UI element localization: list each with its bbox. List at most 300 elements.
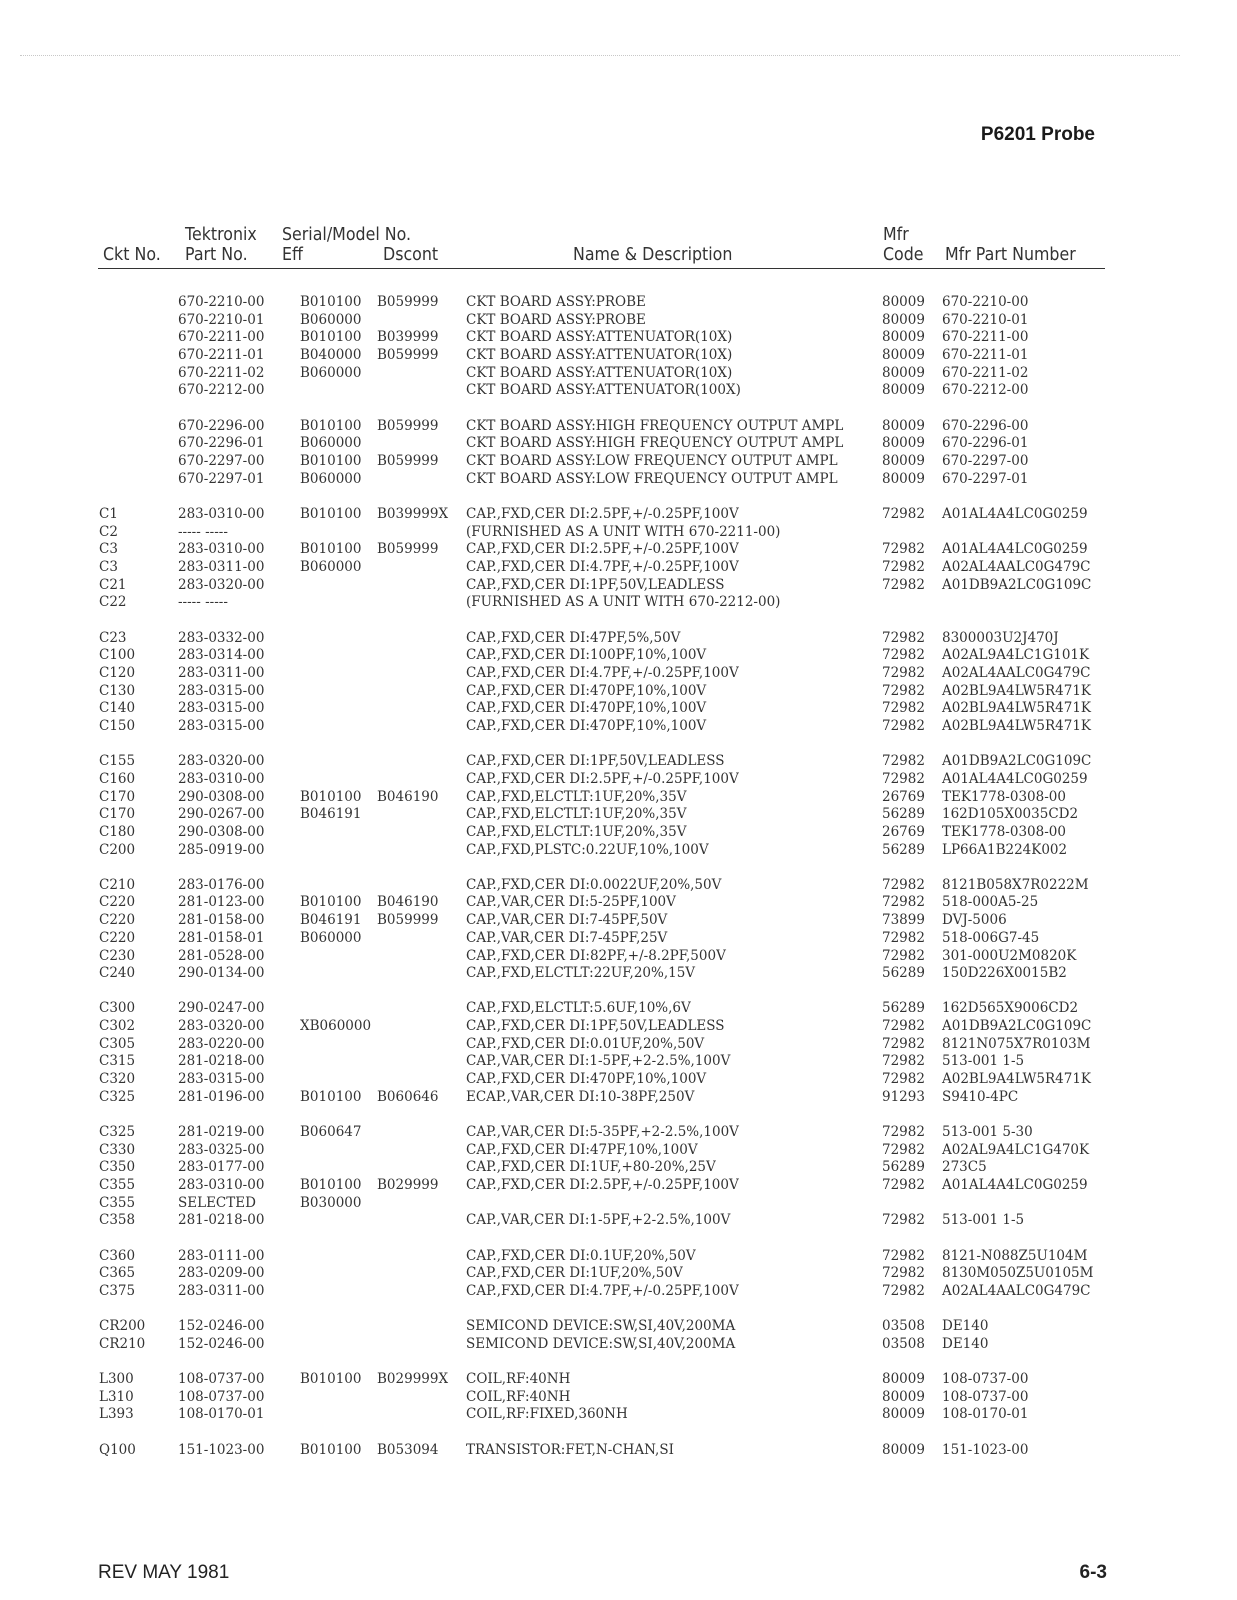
part-number: 283-0310-00: [178, 505, 265, 522]
ckt-number: C230: [99, 947, 136, 964]
part-number: 281-0528-00: [178, 947, 265, 964]
serial-eff: XB060000: [300, 1018, 372, 1035]
serial-eff: B010100: [300, 1441, 362, 1458]
header-rule: [98, 268, 1105, 269]
table-row: [0, 541, 1237, 559]
mfr-part-number: A01AL4A4LC0G0259: [942, 1177, 1088, 1194]
ckt-number: C3: [99, 541, 118, 558]
table-row: [0, 1124, 1237, 1142]
part-number: 290-0308-00: [178, 823, 265, 840]
mfr-part-number: A02AL9A4LC1G101K: [942, 647, 1090, 664]
table-row: [0, 435, 1237, 453]
mfr-part-number: TEK1778-0308-00: [942, 823, 1066, 840]
table-row: [0, 683, 1237, 701]
ckt-number: C325: [99, 1088, 136, 1105]
part-description: CAP.,FXD,CER DI:1UF,20%,50V: [466, 1265, 683, 1282]
part-number: 281-0196-00: [178, 1088, 265, 1105]
part-number: 670-2212-00: [178, 382, 265, 399]
table-row: [0, 1442, 1237, 1460]
serial-eff: B060000: [300, 364, 362, 381]
part-description: CAP.,FXD,CER DI:2.5PF,+/-0.25PF,100V: [466, 1177, 739, 1194]
part-description: CKT BOARD ASSY:LOW FREQUENCY OUTPUT AMPL: [466, 470, 838, 487]
serial-eff: B060647: [300, 1124, 362, 1140]
part-description: CAP.,VAR,CER DI:5-25PF,100V: [466, 894, 676, 911]
part-number: 108-0737-00: [178, 1371, 265, 1388]
table-row: [0, 1071, 1237, 1089]
mfr-code: 72982: [882, 1071, 925, 1088]
ckt-number: C365: [99, 1265, 136, 1282]
col-mpn-header: Mfr Part Number: [945, 244, 1076, 265]
table-row: [0, 930, 1237, 948]
ckt-number: C300: [99, 1000, 136, 1017]
serial-eff: B060000: [300, 558, 362, 575]
ckt-number: C21: [99, 576, 127, 593]
part-description: CAP.,VAR,CER DI:7-45PF,50V: [466, 912, 668, 929]
table-row: [0, 524, 1237, 542]
table-row: [0, 894, 1237, 912]
part-number: 670-2296-00: [178, 417, 265, 434]
mfr-code: 56289: [882, 841, 925, 858]
col-tektronix-label: Tektronix: [185, 224, 257, 245]
serial-dscont: B060646: [377, 1088, 439, 1105]
table-row: [0, 1177, 1237, 1195]
table-row: [0, 1389, 1237, 1407]
part-description: CAP.,FXD,CER DI:2.5PF,+/-0.25PF,100V: [466, 770, 739, 787]
mfr-code: 80009: [882, 311, 925, 328]
ckt-number: C315: [99, 1053, 136, 1070]
part-number: 670-2210-01: [178, 311, 265, 328]
table-row: [0, 1283, 1237, 1301]
table-row: [0, 365, 1237, 383]
part-number: ----- -----: [178, 523, 228, 540]
col-code-header: Code: [883, 244, 924, 265]
serial-dscont: B059999: [377, 453, 439, 469]
ckt-number: C170: [99, 806, 136, 823]
table-row: [0, 506, 1237, 524]
part-number: 283-0310-00: [178, 770, 265, 787]
col-serial-label: Serial/Model No.: [282, 224, 412, 245]
serial-dscont: B029999X: [377, 1371, 449, 1388]
part-description: CKT BOARD ASSY:ATTENUATOR(10X): [466, 347, 733, 364]
serial-dscont: B039999: [377, 329, 439, 346]
ckt-number: L310: [99, 1388, 134, 1405]
mfr-code: 03508: [882, 1335, 925, 1352]
table-row: [0, 347, 1237, 365]
part-description: ECAP.,VAR,CER DI:10-38PF,250V: [466, 1088, 695, 1105]
mfr-part-number: 670-2296-00: [942, 417, 1029, 434]
ckt-number: C170: [99, 788, 136, 805]
mfr-part-number: S9410-4PC: [942, 1088, 1019, 1105]
table-row: [0, 771, 1237, 789]
table-row: [0, 1371, 1237, 1389]
mfr-code: 72982: [882, 1035, 925, 1052]
ckt-number: C220: [99, 894, 136, 911]
mfr-part-number: 8130M050Z5U0105M: [942, 1265, 1094, 1282]
mfr-code: 80009: [882, 470, 925, 487]
mfr-code: 80009: [882, 435, 925, 452]
ckt-number: C130: [99, 682, 136, 699]
serial-eff: B060000: [300, 435, 362, 452]
part-number: 281-0218-00: [178, 1053, 265, 1070]
part-number: 670-2211-02: [178, 364, 265, 381]
serial-eff: B010100: [300, 294, 362, 310]
table-row: [0, 594, 1237, 612]
mfr-code: 72982: [882, 682, 925, 699]
serial-eff: B060000: [300, 311, 362, 328]
part-description: CKT BOARD ASSY:ATTENUATOR(100X): [466, 382, 741, 399]
table-row: [0, 312, 1237, 330]
part-description: SEMICOND DEVICE:SW,SI,40V,200MA: [466, 1318, 736, 1335]
mfr-code: 72982: [882, 947, 925, 964]
table-row: [0, 453, 1237, 471]
part-number: 281-0218-00: [178, 1212, 265, 1229]
mfr-part-number: 670-2210-01: [942, 311, 1029, 328]
serial-eff: B010100: [300, 505, 362, 522]
part-number: 283-0315-00: [178, 717, 265, 734]
table-row: [0, 1406, 1237, 1424]
ckt-number: C240: [99, 965, 136, 982]
mfr-part-number: A02BL9A4LW5R471K: [942, 1071, 1092, 1088]
mfr-code: 72982: [882, 1053, 925, 1070]
serial-dscont: B059999: [377, 294, 439, 310]
part-number: 152-0246-00: [178, 1318, 265, 1335]
part-description: CAP.,FXD,ELCTLT:1UF,20%,35V: [466, 788, 687, 805]
mfr-part-number: 8121-N088Z5U104M: [942, 1247, 1088, 1264]
part-description: CAP.,FXD,CER DI:1UF,+80-20%,25V: [466, 1159, 716, 1176]
mfr-part-number: LP66A1B224K002: [942, 841, 1068, 858]
ckt-number: L393: [99, 1406, 134, 1423]
part-number: 108-0170-01: [178, 1406, 265, 1423]
mfr-part-number: A01DB9A2LC0G109C: [942, 753, 1092, 770]
table-row: [0, 1089, 1237, 1107]
part-description: CAP.,FXD,CER DI:47PF,5%,50V: [466, 629, 681, 646]
ckt-number: C350: [99, 1159, 136, 1176]
mfr-part-number: DE140: [942, 1335, 989, 1352]
serial-eff: B040000: [300, 347, 362, 364]
ckt-number: C2: [99, 523, 118, 540]
mfr-code: 80009: [882, 294, 925, 310]
mfr-code: 56289: [882, 965, 925, 982]
ckt-number: C140: [99, 700, 136, 717]
mfr-code: 72982: [882, 558, 925, 575]
part-description: CAP.,FXD,CER DI:82PF,+/-8.2PF,500V: [466, 947, 726, 964]
table-row: [0, 329, 1237, 347]
part-description: TRANSISTOR:FET,N-CHAN,SI: [466, 1441, 674, 1458]
ckt-number: C1: [99, 505, 118, 522]
table-row: [0, 718, 1237, 736]
table-row: [0, 1336, 1237, 1354]
part-number: 283-0176-00: [178, 876, 265, 893]
part-description: CAP.,FXD,CER DI:47PF,10%,100V: [466, 1141, 698, 1158]
mfr-code: 80009: [882, 364, 925, 381]
mfr-code: 72982: [882, 1124, 925, 1140]
ckt-number: C220: [99, 929, 136, 946]
serial-eff: B060000: [300, 470, 362, 487]
col-part-header: Part No.: [185, 244, 248, 265]
part-description: CAP.,FXD,CER DI:470PF,10%,100V: [466, 682, 707, 699]
serial-dscont: B059999: [377, 347, 439, 364]
part-number: 290-0308-00: [178, 788, 265, 805]
ckt-number: C23: [99, 629, 127, 646]
table-row: [0, 1195, 1237, 1213]
mfr-code: 72982: [882, 505, 925, 522]
mfr-code: 72982: [882, 770, 925, 787]
mfr-part-number: 8121B058X7R0222M: [942, 876, 1089, 893]
mfr-code: 80009: [882, 417, 925, 434]
part-number: 281-0158-01: [178, 929, 265, 946]
mfr-code: 72982: [882, 576, 925, 593]
mfr-code: 91293: [882, 1088, 925, 1105]
table-row: [0, 1265, 1237, 1283]
part-number: 283-0325-00: [178, 1141, 265, 1158]
part-description: COIL,RF:FIXED,360NH: [466, 1406, 628, 1423]
mfr-part-number: 670-2212-00: [942, 382, 1029, 399]
table-row: [0, 382, 1237, 400]
mfr-part-number: A01DB9A2LC0G109C: [942, 1018, 1092, 1035]
part-description: COIL,RF:40NH: [466, 1371, 571, 1388]
mfr-code: 72982: [882, 647, 925, 664]
page-number: 6-3: [1079, 1562, 1107, 1583]
part-number: 283-0320-00: [178, 753, 265, 770]
mfr-part-number: 150D226X0015B2: [942, 965, 1067, 982]
table-row: [0, 789, 1237, 807]
part-number: 290-0267-00: [178, 806, 265, 823]
mfr-part-number: 513-001 1-5: [942, 1053, 1025, 1070]
mfr-part-number: 301-000U2M0820K: [942, 947, 1077, 964]
table-row: [0, 630, 1237, 648]
part-number: 670-2210-00: [178, 294, 265, 310]
col-ckt-header: Ckt No.: [103, 244, 161, 265]
part-number: 283-0177-00: [178, 1159, 265, 1176]
part-description: CAP.,FXD,ELCTLT:5.6UF,10%,6V: [466, 1000, 691, 1017]
table-row: [0, 912, 1237, 930]
ckt-number: C355: [99, 1177, 136, 1194]
serial-dscont: B059999: [377, 912, 439, 929]
mfr-code: 56289: [882, 806, 925, 823]
part-number: 670-2297-00: [178, 453, 265, 469]
ckt-number: C120: [99, 664, 136, 681]
mfr-code: 72982: [882, 1141, 925, 1158]
mfr-part-number: TEK1778-0308-00: [942, 788, 1066, 805]
serial-dscont: B059999: [377, 541, 439, 558]
table-row: [0, 1142, 1237, 1160]
mfr-code: 72982: [882, 541, 925, 558]
mfr-part-number: 108-0737-00: [942, 1371, 1029, 1388]
table-row: [0, 577, 1237, 595]
serial-eff: B010100: [300, 453, 362, 469]
mfr-code: 26769: [882, 823, 925, 840]
ckt-number: C355: [99, 1194, 136, 1211]
part-number: 670-2211-00: [178, 329, 265, 346]
mfr-code: 72982: [882, 876, 925, 893]
part-number: 283-0311-00: [178, 664, 265, 681]
mfr-part-number: 518-000A5-25: [942, 894, 1039, 911]
serial-dscont: B029999: [377, 1177, 439, 1194]
serial-dscont: B046190: [377, 788, 439, 805]
part-description: CAP.,FXD,CER DI:2.5PF,+/-0.25PF,100V: [466, 541, 739, 558]
part-number: 283-0332-00: [178, 629, 265, 646]
ckt-number: C358: [99, 1212, 136, 1229]
page-title: P6201 Probe: [980, 124, 1095, 145]
serial-eff: B010100: [300, 788, 362, 805]
part-description: CAP.,FXD,CER DI:0.0022UF,20%,50V: [466, 876, 722, 893]
table-row: [0, 1018, 1237, 1036]
part-number: 283-0209-00: [178, 1265, 265, 1282]
part-description: CKT BOARD ASSY:HIGH FREQUENCY OUTPUT AMPL: [466, 435, 844, 452]
part-description: COIL,RF:40NH: [466, 1388, 571, 1405]
mfr-part-number: 670-2296-01: [942, 435, 1029, 452]
part-description: CAP.,FXD,CER DI:2.5PF,+/-0.25PF,100V: [466, 505, 739, 522]
table-row: [0, 753, 1237, 771]
mfr-code: 72982: [882, 700, 925, 717]
mfr-part-number: 670-2211-00: [942, 329, 1029, 346]
part-description: CAP.,FXD,ELCTLT:1UF,20%,35V: [466, 823, 687, 840]
mfr-code: 72982: [882, 1212, 925, 1229]
top-dotted-rule: [20, 55, 1180, 56]
mfr-part-number: DVJ-5006: [942, 912, 1007, 929]
table-row: [0, 806, 1237, 824]
ckt-number: L300: [99, 1371, 134, 1388]
ckt-number: C210: [99, 876, 136, 893]
part-description: CKT BOARD ASSY:ATTENUATOR(10X): [466, 329, 733, 346]
mfr-part-number: 162D565X9006CD2: [942, 1000, 1079, 1017]
col-eff-header: Eff: [282, 244, 303, 265]
part-description: CAP.,FXD,PLSTC:0.22UF,10%,100V: [466, 841, 709, 858]
ckt-number: C160: [99, 770, 136, 787]
part-number: 281-0219-00: [178, 1124, 265, 1140]
mfr-code: 72982: [882, 1265, 925, 1282]
part-description: CAP.,VAR,CER DI:1-5PF,+2-2.5%,100V: [466, 1212, 731, 1229]
part-number: 290-0134-00: [178, 965, 265, 982]
mfr-code: 03508: [882, 1318, 925, 1335]
part-description: CKT BOARD ASSY:PROBE: [466, 311, 646, 328]
table-row: [0, 700, 1237, 718]
table-row: [0, 294, 1237, 312]
serial-eff: B010100: [300, 1371, 362, 1388]
serial-eff: B046191: [300, 912, 362, 929]
ckt-number: C375: [99, 1283, 136, 1299]
part-number: 283-0311-00: [178, 1283, 265, 1299]
part-number: 152-0246-00: [178, 1335, 265, 1352]
part-description: CAP.,VAR,CER DI:7-45PF,25V: [466, 929, 668, 946]
mfr-code: 56289: [882, 1159, 925, 1176]
part-number: ----- -----: [178, 594, 228, 611]
table-row: [0, 965, 1237, 983]
mfr-code: 80009: [882, 1371, 925, 1388]
part-description: CAP.,FXD,CER DI:1PF,50V,LEADLESS: [466, 1018, 725, 1035]
table-row: [0, 948, 1237, 966]
part-description: CAP.,FXD,CER DI:470PF,10%,100V: [466, 1071, 707, 1088]
table-row: [0, 665, 1237, 683]
mfr-part-number: A01AL4A4LC0G0259: [942, 541, 1088, 558]
mfr-part-number: 162D105X0035CD2: [942, 806, 1079, 823]
mfr-code: 80009: [882, 1441, 925, 1458]
part-number: 283-0314-00: [178, 647, 265, 664]
mfr-part-number: A02BL9A4LW5R471K: [942, 717, 1092, 734]
ckt-number: CR210: [99, 1335, 146, 1352]
mfr-code: 80009: [882, 329, 925, 346]
serial-eff: B030000: [300, 1194, 362, 1211]
part-number: 283-0320-00: [178, 576, 265, 593]
ckt-number: C360: [99, 1247, 136, 1264]
table-row: [0, 1159, 1237, 1177]
part-description: CAP.,FXD,CER DI:470PF,10%,100V: [466, 717, 707, 734]
mfr-code: 56289: [882, 1000, 925, 1017]
mfr-code: 26769: [882, 788, 925, 805]
ckt-number: C325: [99, 1124, 136, 1140]
mfr-code: 80009: [882, 1388, 925, 1405]
part-description: CAP.,FXD,CER DI:1PF,50V,LEADLESS: [466, 576, 725, 593]
part-number: 283-0310-00: [178, 1177, 265, 1194]
mfr-part-number: 513-001 5-30: [942, 1124, 1033, 1140]
ckt-number: Q100: [99, 1441, 136, 1458]
ckt-number: C22: [99, 594, 127, 611]
part-number: 151-1023-00: [178, 1441, 265, 1458]
mfr-code: 80009: [882, 382, 925, 399]
table-row: [0, 471, 1237, 489]
mfr-part-number: 108-0170-01: [942, 1406, 1029, 1423]
part-description: CAP.,FXD,CER DI:0.01UF,20%,50V: [466, 1035, 705, 1052]
table-row: [0, 1318, 1237, 1336]
mfr-code: 72982: [882, 1018, 925, 1035]
part-number: 281-0123-00: [178, 894, 265, 911]
ckt-number: C100: [99, 647, 136, 664]
mfr-code: 72982: [882, 1247, 925, 1264]
parts-list: [0, 294, 1237, 1459]
part-description: CAP.,FXD,CER DI:100PF,10%,100V: [466, 647, 707, 664]
part-number: 283-0311-00: [178, 558, 265, 575]
mfr-part-number: A01AL4A4LC0G0259: [942, 505, 1088, 522]
mfr-part-number: A01DB9A2LC0G109C: [942, 576, 1092, 593]
mfr-code: 72982: [882, 1177, 925, 1194]
mfr-part-number: 518-006G7-45: [942, 929, 1040, 946]
mfr-code: 72982: [882, 629, 925, 646]
part-description: CKT BOARD ASSY:HIGH FREQUENCY OUTPUT AMPL: [466, 417, 844, 434]
revision-date: REV MAY 1981: [98, 1562, 230, 1583]
ckt-number: C3: [99, 558, 118, 575]
table-row: [0, 647, 1237, 665]
part-description: CAP.,FXD,CER DI:0.1UF,20%,50V: [466, 1247, 696, 1264]
ckt-number: C180: [99, 823, 136, 840]
mfr-part-number: 670-2297-01: [942, 470, 1029, 487]
mfr-code: 80009: [882, 347, 925, 364]
serial-eff: B046191: [300, 806, 362, 823]
part-description: CAP.,FXD,CER DI:4.7PF,+/-0.25PF,100V: [466, 1283, 739, 1299]
part-number: 281-0158-00: [178, 912, 265, 929]
mfr-part-number: 513-001 1-5: [942, 1212, 1025, 1229]
mfr-part-number: DE140: [942, 1318, 989, 1335]
serial-eff: B060000: [300, 929, 362, 946]
ckt-number: C200: [99, 841, 136, 858]
part-number: 670-2296-01: [178, 435, 265, 452]
ckt-number: C320: [99, 1071, 136, 1088]
part-description: CAP.,VAR,CER DI:5-35PF,+2-2.5%,100V: [466, 1124, 739, 1140]
mfr-part-number: 273C5: [942, 1159, 987, 1176]
part-number: 670-2297-01: [178, 470, 265, 487]
ckt-number: C302: [99, 1018, 136, 1035]
mfr-part-number: A02BL9A4LW5R471K: [942, 700, 1092, 717]
serial-eff: B010100: [300, 894, 362, 911]
ckt-number: C305: [99, 1035, 136, 1052]
mfr-part-number: 670-2211-02: [942, 364, 1029, 381]
part-description: CAP.,FXD,CER DI:4.7PF,+/-0.25PF,100V: [466, 558, 739, 575]
ckt-number: C155: [99, 753, 136, 770]
mfr-code: 80009: [882, 453, 925, 469]
part-description: (FURNISHED AS A UNIT WITH 670-2212-00): [466, 594, 781, 611]
serial-eff: B010100: [300, 417, 362, 434]
serial-eff: B010100: [300, 1177, 362, 1194]
part-description: CAP.,FXD,CER DI:470PF,10%,100V: [466, 700, 707, 717]
